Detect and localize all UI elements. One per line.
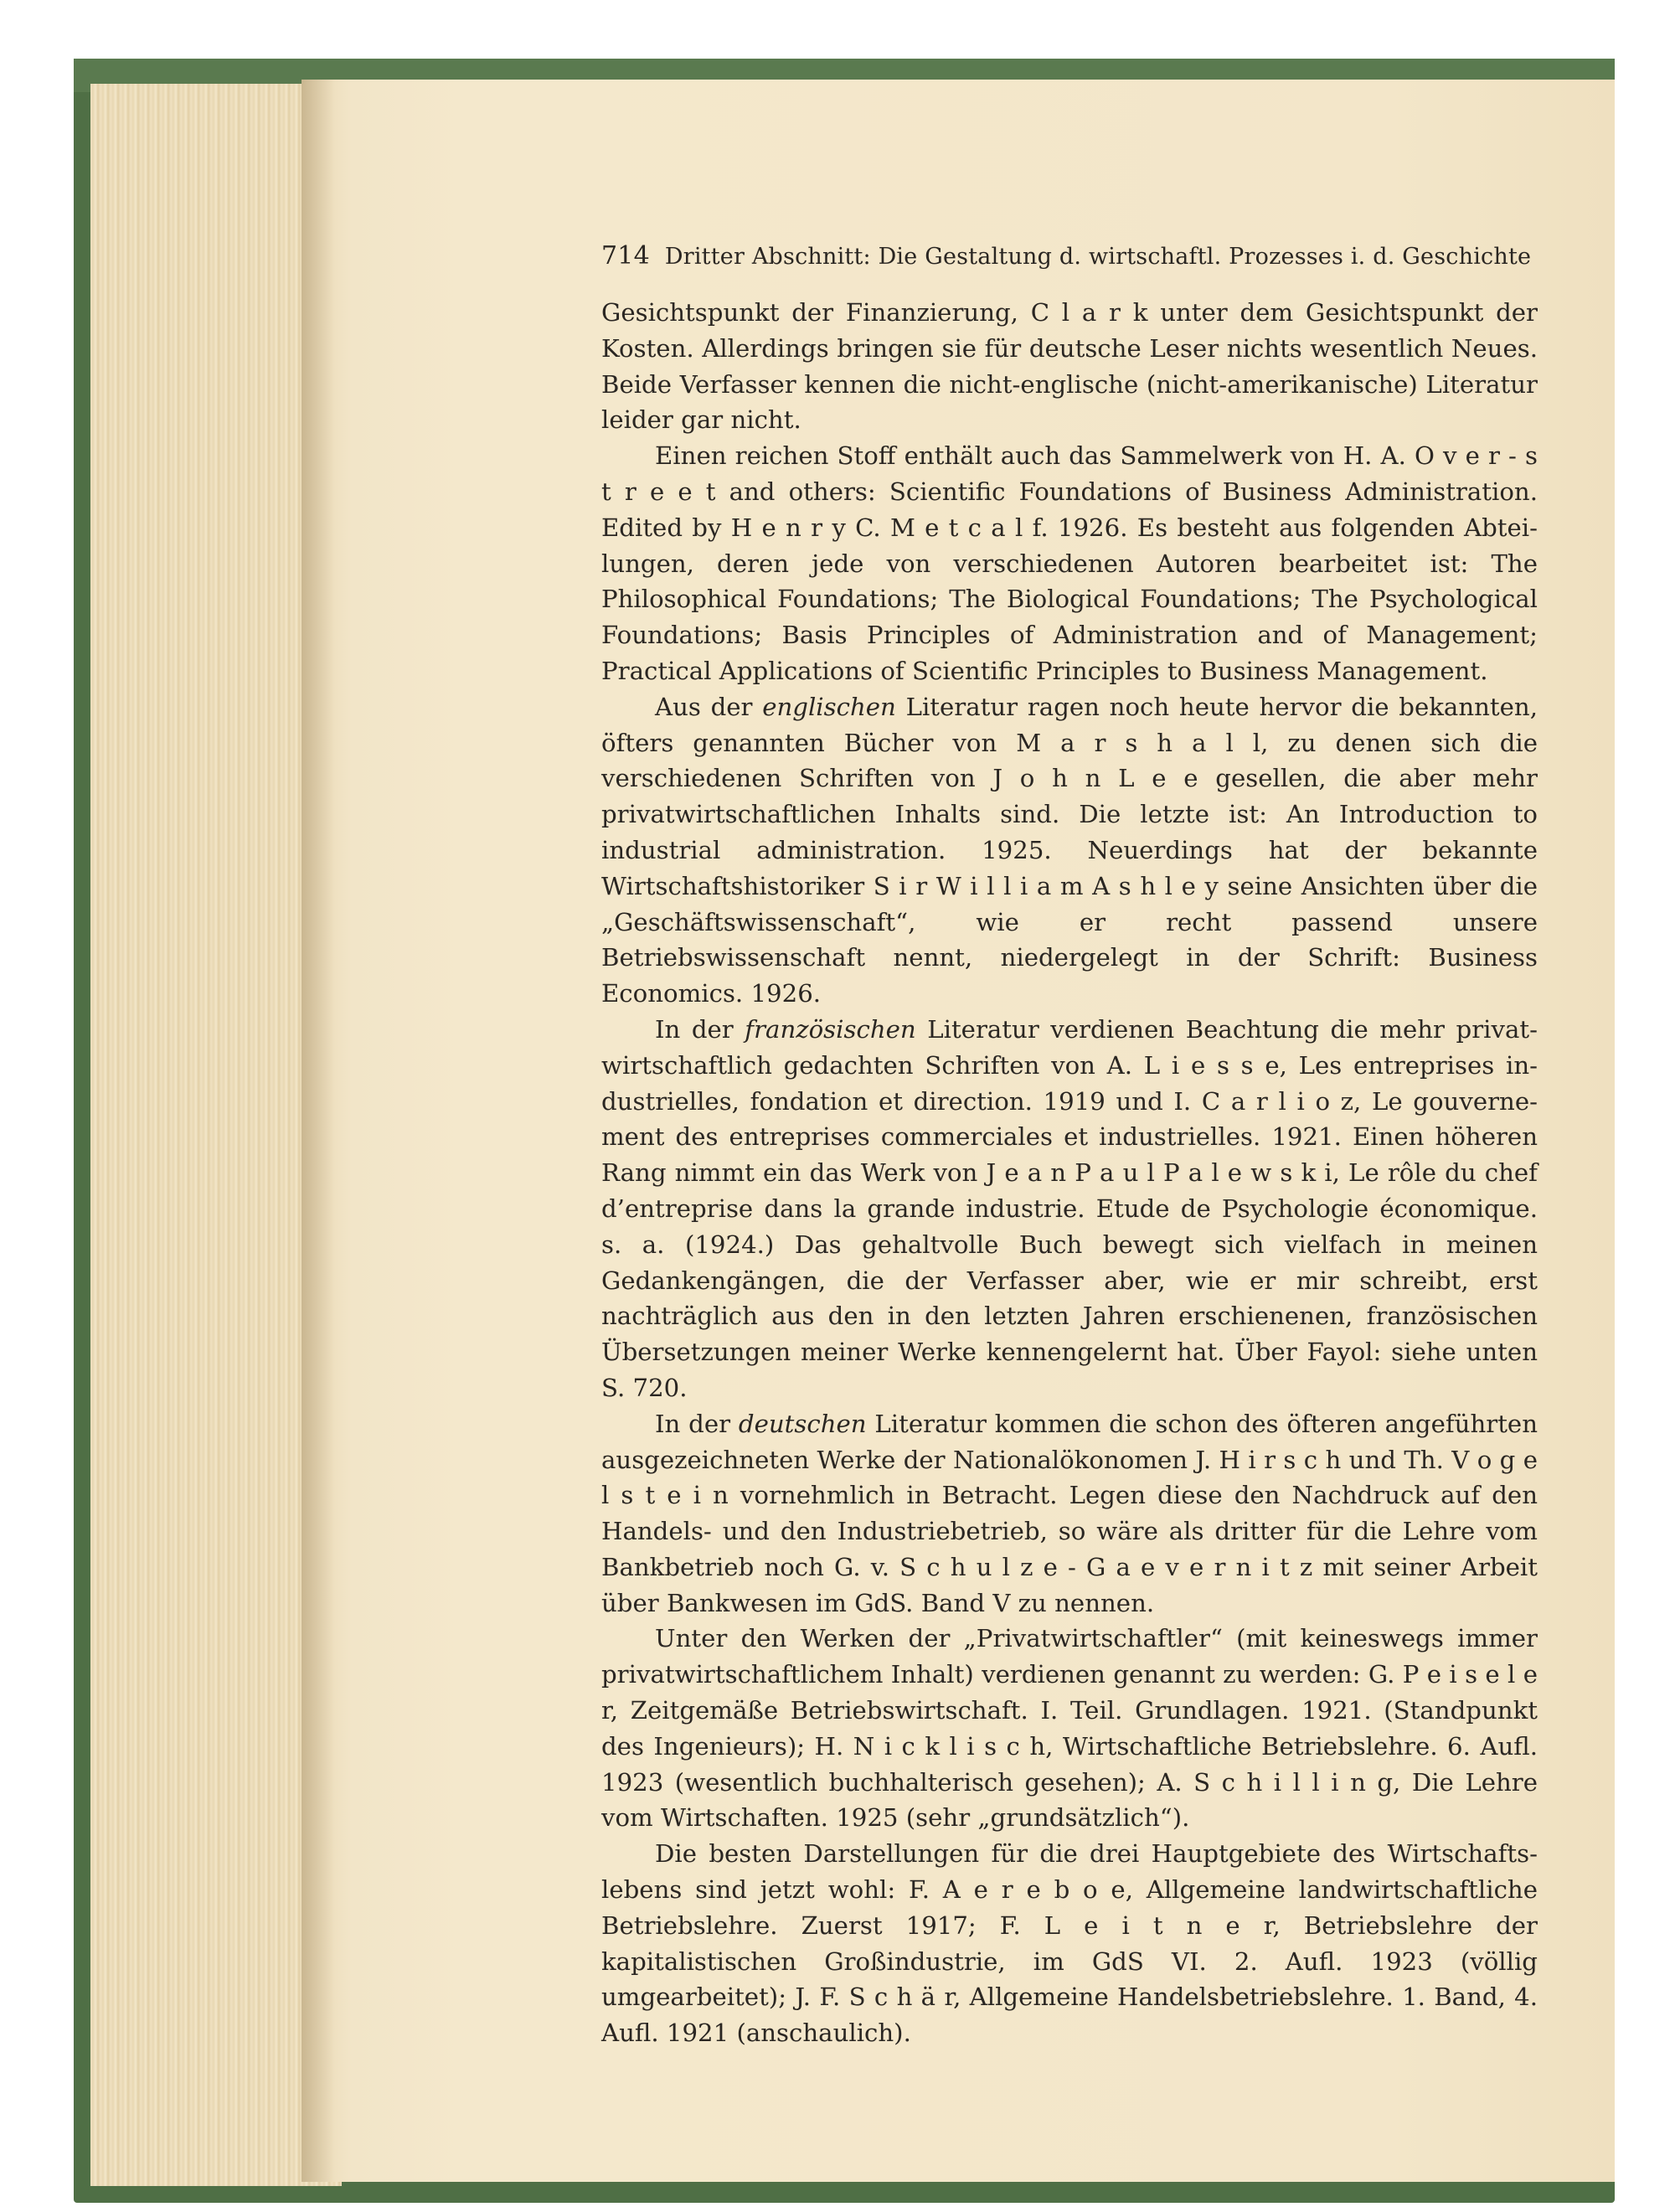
paragraph-6: Unter den Werken der „Privatwirtschaftler“ (mit keineswegs immer privatwirtschaftlichem Inhalt) verdienen genannt zu werden: G. P e i s e l e r, Zeitgemäße Betriebswirtschaft. I. Teil. Grundlagen. 1921. (Standpunkt des Ingenieurs); H. N i c k l i s c h, Wirtschaftliche Betriebslehre. 6. Aufl. 1923 (wesentlich buchhalterisch gesehen); A. S c h i l l i n g, Die Lehre vom Wirtschaften. 1925 (sehr „grundsätzlich“). xyxy=(601,1624,1538,1833)
paragraph-3 xyxy=(601,689,1538,1012)
paragraph-4-emphasis: französischen xyxy=(745,1014,916,1044)
paragraph-4-rest: Literatur verdienen Beachtung die mehr privatwirtschaftlich gedachten Schriften von A. L i e s s e, Les entreprises industrielles, fondation et direction. 1919 und I. C a r l i o z, Le gouvernement des entreprises commerciales et industrielles. 1921. Einen höheren Rang nimmt ein das Werk von J e a n P a u l P a l e w s k i, Le rôle du chef d’entreprise dans la grande industrie. Etude de Psychologie économique. s. a. (1924.) Das gehaltvolle Buch bewegt sich vielfach in meinen Gedankengängen, die der Verfasser aber, wie er mir schreibt, erst nachträglich aus den in den letzten Jahren erschienenen, französischen Übersetzungen meiner Werke kennengelernt hat. Über Fayol: siehe unten S. 720. xyxy=(601,1014,1538,1402)
paragraph-5-lead: In der xyxy=(655,1409,739,1438)
paragraph-3-lead: Aus der xyxy=(655,692,763,721)
paragraph-5-emphasis: deutschen xyxy=(738,1409,867,1438)
paragraph-4 xyxy=(601,1012,1538,1406)
paragraph-7: Die besten Darstellungen für die drei Hauptgebiete des Wirtschaftslebens sind jetzt wohl: F. A e r e b o e, Allgemeine landwirtschaftliche Betriebslehre. Zuerst 1917; F. L e i t n e r, Betriebslehre der kapitalistischen Großindustrie, im GdS VI. 2. Aufl. 1923 (völlig umgearbeitet); J. F. S c h ä r, Allgemeine Handelsbetriebslehre. 1. Band, 4. Aufl. 1921 (anschaulich). xyxy=(601,1839,1538,2048)
paragraph-3-rest: Literatur ragen noch heute hervor die bekannten, öfters genannten Bücher von M a r s h a l l, zu denen sich die verschiedenen Schriften von J o h n L e e gesellen, die aber mehr privatwirtschaftlichen Inhalts sind. Die letzte ist: An Introduction to industrial administration. 1925. Neuerdings hat der bekannte Wirtschaftshistoriker S i r W i l l i a m A s h l e y seine Ansichten über die „Geschäftswissenschaft“, wie er recht passend unsere Betriebswissenschaft nennt, niedergelegt in der Schrift: Business Economics. 1926. xyxy=(601,692,1538,1008)
paragraph-1: Gesichtspunkt der Finanzierung, C l a r k unter dem Gesichtspunkt der Kosten. Allerdings bringen sie für deutsche Leser nichts wesentlich Neues. Beide Verfasser kennen die nicht-englische (nicht-amerikanische) Literatur leider gar nicht. xyxy=(601,298,1538,435)
paragraph-3-emphasis: englischen xyxy=(762,692,896,721)
paragraph-5-rest: Literatur kommen die schon des öfteren angeführten ausgezeichneten Werke der Nationalökonomen J. H i r s c h und Th. V o g e l s t e i n vornehmlich in Betracht. Legen diese den Nachdruck auf den Handels- und den Industriebetrieb, so wäre als dritter für die Lehre vom Bankbetrieb noch G. v. S c h u l z e - G a e v e r n i t z mit seiner Arbeit über Bankwesen im GdS. Band V zu nennen. xyxy=(601,1409,1538,1617)
running-head xyxy=(601,241,1538,285)
paragraph-2: Einen reichen Stoff enthält auch das Sammelwerk von H. A. O v e r - s t r e e t and others: Scientific Foundations of Business Administration. Edited by H e n r y C. M e t c a l f. 1926. Es besteht aus folgenden Abteilungen, deren jede von verschiedenen Autoren bearbeitet ist: The Philosophical Foundations; The Biological Foundations; The Psychological Foundations; Basis Principles of Administration and of Management; Practical Applications of Scientific Principles to Business Management. xyxy=(601,441,1538,685)
running-head-title: Dritter Abschnitt: Die Gestaltung d. wirtschaftl. Prozesses i. d. Geschichte xyxy=(664,244,1532,270)
body-text xyxy=(601,295,1538,2051)
paragraph-4-lead: In der xyxy=(655,1014,745,1044)
paragraph-5 xyxy=(601,1406,1538,1622)
gutter-shadow xyxy=(302,80,335,2182)
page-number: 714 xyxy=(601,241,650,271)
page-content xyxy=(601,241,1538,2051)
